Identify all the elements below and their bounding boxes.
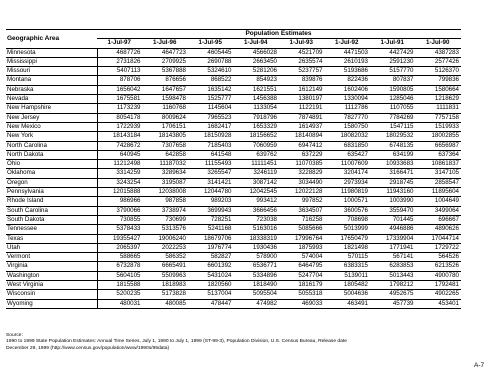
table-row [6, 299, 461, 308]
population-value-cell: 637364 [416, 150, 462, 159]
area-name-cell: Wisconsin [6, 290, 97, 299]
table-row [6, 253, 461, 262]
population-value-cell: 6748135 [370, 141, 416, 150]
population-value-cell: 5247704 [279, 271, 325, 280]
population-value-cell: 5013999 [325, 225, 371, 234]
population-value-cell: 4687726 [97, 48, 143, 57]
population-value-cell: 18143184 [97, 132, 143, 141]
table-row [6, 243, 461, 252]
population-value-cell: 1805482 [325, 281, 371, 290]
population-value-cell: 4605445 [188, 48, 234, 57]
population-value-cell: 641548 [188, 150, 234, 159]
population-value-cell: 1682417 [188, 122, 234, 131]
population-value-cell: 8009624 [143, 113, 189, 122]
population-value-cell: 2731826 [97, 57, 143, 66]
table-row [6, 67, 461, 76]
population-value-cell: 2591230 [370, 57, 416, 66]
population-value-cell: 7784269 [370, 113, 416, 122]
area-name-cell: Oklahoma [6, 169, 97, 178]
population-value-cell: 3600576 [325, 206, 371, 215]
area-name-cell: Oregon [6, 178, 97, 187]
table-body [6, 48, 461, 308]
population-value-cell: 586352 [143, 253, 189, 262]
population-value-cell: 1145604 [188, 104, 234, 113]
population-value-cell: 6601392 [188, 262, 234, 271]
population-value-cell: 1173239 [97, 104, 143, 113]
population-value-cell: 3246119 [234, 169, 280, 178]
population-value-cell: 807837 [370, 76, 416, 85]
population-value-cell: 701445 [370, 215, 416, 224]
table-row [6, 178, 461, 187]
table-row [6, 290, 461, 299]
population-value-cell: 11212498 [97, 160, 143, 169]
population-value-cell: 2065397 [97, 243, 143, 252]
population-value-cell: 1380197 [279, 95, 325, 104]
population-value-cell: 10861837 [416, 160, 462, 169]
population-value-cell: 3738974 [143, 206, 189, 215]
area-name-cell: Wyoming [6, 299, 97, 308]
population-value-cell: 5241168 [188, 225, 234, 234]
year-header: 1-Jul-96 [143, 39, 189, 48]
population-value-cell: 1976774 [188, 243, 234, 252]
population-value-cell: 730855 [97, 215, 143, 224]
area-name-cell: New York [6, 132, 97, 141]
population-value-cell: 19355427 [97, 234, 143, 243]
population-value-cell: 1160768 [143, 104, 189, 113]
population-value-cell: 730699 [143, 215, 189, 224]
population-value-cell: 19006240 [143, 234, 189, 243]
area-name-cell: Montana [6, 76, 97, 85]
population-value-cell: 6947412 [279, 141, 325, 150]
population-value-cell: 12015888 [97, 188, 143, 197]
population-value-cell: 2663450 [234, 57, 280, 66]
population-value-cell: 3699943 [188, 206, 234, 215]
population-value-cell: 3314259 [97, 169, 143, 178]
population-value-cell: 7060959 [234, 141, 280, 150]
population-value-cell: 17650479 [325, 234, 371, 243]
population-value-cell: 637229 [279, 150, 325, 159]
population-value-cell: 17044714 [416, 234, 462, 243]
table-row [6, 104, 461, 113]
population-value-cell: 5004636 [325, 290, 371, 299]
population-value-cell: 1818490 [234, 281, 280, 290]
population-value-cell: 1525777 [188, 95, 234, 104]
table-row [6, 132, 461, 141]
population-value-cell: 5407113 [97, 67, 143, 76]
population-value-cell: 2973934 [325, 178, 371, 187]
population-value-cell: 1818983 [143, 281, 189, 290]
population-value-cell: 5126370 [416, 67, 462, 76]
population-value-cell: 18156652 [234, 132, 280, 141]
population-value-cell: 469033 [279, 299, 325, 308]
area-name-cell: West Virginia [6, 281, 97, 290]
population-table [6, 29, 461, 309]
population-value-cell: 1722939 [97, 122, 143, 131]
area-name-cell: New Jersey [6, 113, 97, 122]
population-value-cell: 1598478 [143, 95, 189, 104]
table-row [6, 215, 461, 224]
population-value-cell: 6732878 [97, 262, 143, 271]
population-value-cell: 5055318 [279, 290, 325, 299]
population-value-cell: 1820560 [188, 281, 234, 290]
year-header: 1-Jul-97 [97, 39, 143, 48]
population-value-cell: 18150928 [188, 132, 234, 141]
population-value-cell: 1821498 [325, 243, 371, 252]
population-value-cell: 1456388 [234, 95, 280, 104]
population-value-cell: 3243254 [97, 178, 143, 187]
population-value-cell: 18082032 [325, 132, 371, 141]
population-value-cell: 5137004 [188, 290, 234, 299]
population-value-cell: 3499064 [416, 206, 462, 215]
area-name-cell: Virginia [6, 262, 97, 271]
population-value-cell: 4946886 [370, 225, 416, 234]
population-value-cell: 5163016 [234, 225, 280, 234]
population-value-cell: 1612149 [279, 85, 325, 94]
population-value-cell: 642858 [143, 150, 189, 159]
population-value-cell: 1621551 [234, 85, 280, 94]
population-value-cell: 5509963 [143, 271, 189, 280]
table-row [6, 85, 461, 94]
population-value-cell: 10933683 [370, 160, 416, 169]
population-value-cell: 5431024 [188, 271, 234, 280]
population-value-cell: 1122191 [279, 104, 325, 113]
area-name-cell: North Dakota [6, 150, 97, 159]
population-value-cell: 878706 [97, 76, 143, 85]
population-table-container [6, 29, 461, 309]
population-value-cell: 478447 [188, 299, 234, 308]
population-value-cell: 989203 [188, 197, 234, 206]
table-header-row [6, 30, 461, 39]
population-value-cell: 1107055 [370, 104, 416, 113]
population-value-cell: 12044780 [188, 188, 234, 197]
year-header: 1-Jul-95 [188, 39, 234, 48]
area-name-cell: Washington [6, 271, 97, 280]
population-value-cell: 453401 [416, 299, 462, 308]
population-value-cell: 6831850 [325, 141, 371, 150]
population-value-cell: 2577426 [416, 57, 462, 66]
population-value-cell: 6283853 [370, 262, 416, 271]
population-value-cell: 3289634 [143, 169, 189, 178]
population-value-cell: 11943160 [370, 188, 416, 197]
population-value-cell: 1729722 [416, 243, 462, 252]
population-value-cell: 1635142 [188, 85, 234, 94]
population-value-cell: 7185403 [188, 141, 234, 150]
population-value-cell: 2635574 [279, 57, 325, 66]
population-value-cell: 5313576 [143, 225, 189, 234]
population-value-cell: 7428672 [97, 141, 143, 150]
table-row [6, 113, 461, 122]
year-header: 1-Jul-90 [416, 39, 462, 48]
population-value-cell: 7757158 [416, 113, 462, 122]
population-value-cell: 3666456 [234, 206, 280, 215]
population-value-cell: 1590805 [370, 85, 416, 94]
population-value-cell: 3195087 [143, 178, 189, 187]
population-value-cell: 4566028 [234, 48, 280, 57]
population-value-cell: 2022253 [143, 243, 189, 252]
population-value-cell: 5334896 [234, 271, 280, 280]
population-value-cell: 480085 [143, 299, 189, 308]
table-row [6, 234, 461, 243]
population-value-cell: 1875993 [279, 243, 325, 252]
source-line-1: 1990 to 1999 State Population Estimates: Annual Time Series, July 1, 1990 to July 1, 1999 (ST-99-3), Population Division, U.S. Census Bureau, Release date [6, 339, 347, 345]
year-header: 1-Jul-91 [370, 39, 416, 48]
area-name-cell: Minnesota [6, 48, 97, 57]
population-value-cell: 3141421 [188, 178, 234, 187]
population-value-cell: 5173828 [143, 290, 189, 299]
source-label: Source: [6, 333, 23, 338]
population-value-cell: 4387283 [416, 48, 462, 57]
population-value-cell: 3634507 [279, 206, 325, 215]
population-value-cell: 7965523 [188, 113, 234, 122]
population-value-cell: 8054178 [97, 113, 143, 122]
population-value-cell: 1285046 [370, 95, 416, 104]
population-value-cell: 5324610 [188, 67, 234, 76]
population-value-cell: 2858547 [416, 178, 462, 187]
population-value-cell: 7827770 [325, 113, 371, 122]
population-value-cell: 18679706 [188, 234, 234, 243]
population-value-cell: 5378433 [97, 225, 143, 234]
population-value-cell: 4890626 [416, 225, 462, 234]
population-value-cell: 18143805 [143, 132, 189, 141]
population-value-cell: 5013443 [370, 271, 416, 280]
population-value-cell: 876656 [143, 76, 189, 85]
population-value-cell: 634199 [370, 150, 416, 159]
population-value-cell: 574004 [279, 253, 325, 262]
population-value-cell: 3166471 [370, 169, 416, 178]
population-estimates-header: Population Estimates [97, 30, 461, 39]
population-value-cell: 474982 [234, 299, 280, 308]
table-row [6, 150, 461, 159]
table-row [6, 281, 461, 290]
table-row [6, 95, 461, 104]
population-value-cell: 7918796 [234, 113, 280, 122]
population-value-cell: 4647723 [143, 48, 189, 57]
population-value-cell: 2918745 [370, 178, 416, 187]
geographic-area-header: Geographic Area [6, 30, 97, 49]
population-value-cell: 6464795 [279, 262, 325, 271]
population-value-cell: 6383315 [325, 262, 371, 271]
population-value-cell: 570115 [325, 253, 371, 262]
population-value-cell: 640945 [97, 150, 143, 159]
area-name-cell: Nebraska [6, 85, 97, 94]
table-row [6, 188, 461, 197]
population-value-cell: 1798212 [370, 281, 416, 290]
population-value-cell: 1792481 [416, 281, 462, 290]
population-value-cell: 1656042 [97, 85, 143, 94]
table-row [6, 48, 461, 57]
population-value-cell: 1133054 [234, 104, 280, 113]
population-value-cell: 578900 [234, 253, 280, 262]
population-value-cell: 868522 [188, 76, 234, 85]
population-value-cell: 716258 [279, 215, 325, 224]
table-row [6, 197, 461, 206]
population-value-cell: 2690788 [188, 57, 234, 66]
population-value-cell: 3265547 [188, 169, 234, 178]
area-name-cell: Texas [6, 234, 97, 243]
population-value-cell: 12042545 [234, 188, 280, 197]
population-value-cell: 18338319 [234, 234, 280, 243]
population-value-cell: 4900780 [416, 271, 462, 280]
population-value-cell: 993412 [234, 197, 280, 206]
population-value-cell: 986966 [97, 197, 143, 206]
population-value-cell: 639762 [234, 150, 280, 159]
population-value-cell: 799836 [416, 76, 462, 85]
area-name-cell: Tennessee [6, 225, 97, 234]
table-row [6, 141, 461, 150]
population-value-cell: 5200235 [97, 290, 143, 299]
population-value-cell: 5095504 [234, 290, 280, 299]
area-name-cell: Ohio [6, 160, 97, 169]
population-value-cell: 1653329 [234, 122, 280, 131]
population-value-cell: 17996764 [279, 234, 325, 243]
population-value-cell: 728251 [188, 215, 234, 224]
population-value-cell: 7874891 [279, 113, 325, 122]
population-value-cell: 5085666 [279, 225, 325, 234]
population-value-cell: 987858 [143, 197, 189, 206]
population-value-cell: 1602406 [325, 85, 371, 94]
population-value-cell: 2610193 [325, 57, 371, 66]
population-value-cell: 5193686 [325, 67, 371, 76]
population-value-cell: 17339904 [370, 234, 416, 243]
area-name-cell: Mississippi [6, 57, 97, 66]
population-value-cell: 11007609 [325, 160, 371, 169]
population-value-cell: 1771941 [370, 243, 416, 252]
area-name-cell: Nevada [6, 95, 97, 104]
year-header: 1-Jul-92 [325, 39, 371, 48]
population-value-cell: 5367888 [143, 67, 189, 76]
population-value-cell: 6665491 [143, 262, 189, 271]
population-value-cell: 3228829 [279, 169, 325, 178]
source-note [6, 333, 476, 352]
population-value-cell: 2709925 [143, 57, 189, 66]
population-value-cell: 1112786 [325, 104, 371, 113]
population-value-cell: 3087142 [234, 178, 280, 187]
year-header: 1-Jul-94 [234, 39, 280, 48]
population-value-cell: 1330094 [325, 95, 371, 104]
area-name-cell: New Mexico [6, 122, 97, 131]
population-value-cell: 4521709 [279, 48, 325, 57]
population-value-cell: 1706151 [143, 122, 189, 131]
population-value-cell: 4952675 [370, 290, 416, 299]
population-value-cell: 5604105 [97, 271, 143, 280]
area-name-cell: South Carolina [6, 206, 97, 215]
area-name-cell: New Hampshire [6, 104, 97, 113]
page-number: A-7 [474, 362, 485, 369]
population-value-cell: 3559470 [370, 206, 416, 215]
population-value-cell: 12022128 [279, 188, 325, 197]
table-row [6, 76, 461, 85]
population-value-cell: 564526 [416, 253, 462, 262]
population-value-cell: 1647657 [143, 85, 189, 94]
population-value-cell: 11111451 [234, 160, 280, 169]
population-value-cell: 12038008 [143, 188, 189, 197]
area-name-cell: Pennsylvania [6, 188, 97, 197]
population-value-cell: 3790066 [97, 206, 143, 215]
population-value-cell: 3034490 [279, 178, 325, 187]
population-value-cell: 588665 [97, 253, 143, 262]
population-value-cell: 997852 [279, 197, 325, 206]
population-value-cell: 1815588 [97, 281, 143, 290]
population-value-cell: 7307658 [143, 141, 189, 150]
population-value-cell: 1000571 [325, 197, 371, 206]
population-value-cell: 5139011 [325, 271, 371, 280]
population-value-cell: 11155493 [188, 160, 234, 169]
population-value-cell: 822436 [325, 76, 371, 85]
population-value-cell: 567141 [370, 253, 416, 262]
population-value-cell: 854923 [234, 76, 280, 85]
table-row [6, 262, 461, 271]
population-value-cell: 1004649 [416, 197, 462, 206]
population-value-cell: 6656987 [416, 141, 462, 150]
population-value-cell: 11070385 [279, 160, 325, 169]
population-value-cell: 18140894 [279, 132, 325, 141]
population-value-cell: 708698 [325, 215, 371, 224]
population-value-cell: 18002855 [416, 132, 462, 141]
population-value-cell: 1003990 [370, 197, 416, 206]
table-row [6, 225, 461, 234]
table-row [6, 271, 461, 280]
source-line-2: December 29, 1999 (http://www.census.gov/population/www/1990s/99data) [6, 345, 170, 351]
table-row [6, 169, 461, 178]
year-header: 1-Jul-93 [279, 39, 325, 48]
population-value-cell: 5281206 [234, 67, 280, 76]
population-value-cell: 1547115 [370, 122, 416, 131]
population-value-cell: 1930436 [234, 243, 280, 252]
population-value-cell: 1580750 [325, 122, 371, 131]
table-row [6, 57, 461, 66]
population-value-cell: 1218629 [416, 95, 462, 104]
population-value-cell: 1675581 [97, 95, 143, 104]
table-row [6, 160, 461, 169]
population-value-cell: 839876 [279, 76, 325, 85]
population-value-cell: 3147105 [416, 169, 462, 178]
population-value-cell: 11895604 [416, 188, 462, 197]
population-value-cell: 1111831 [416, 104, 462, 113]
population-value-cell: 1816179 [279, 281, 325, 290]
population-value-cell: 4902265 [416, 290, 462, 299]
population-value-cell: 582827 [188, 253, 234, 262]
population-value-cell: 1580664 [416, 85, 462, 94]
population-value-cell: 1519933 [416, 122, 462, 131]
population-value-cell: 480031 [97, 299, 143, 308]
population-value-cell: 4427429 [370, 48, 416, 57]
population-value-cell: 635427 [325, 150, 371, 159]
population-value-cell: 11980819 [325, 188, 371, 197]
area-name-cell: Missouri [6, 67, 97, 76]
population-value-cell: 3204174 [325, 169, 371, 178]
area-name-cell: North Carolina [6, 141, 97, 150]
table-row [6, 122, 461, 131]
population-value-cell: 6536771 [234, 262, 280, 271]
population-value-cell: 723038 [234, 215, 280, 224]
population-value-cell: 4471503 [325, 48, 371, 57]
population-value-cell: 696667 [416, 215, 462, 224]
population-value-cell: 5157770 [370, 67, 416, 76]
population-value-cell: 6213526 [416, 262, 462, 271]
area-name-cell: Vermont [6, 253, 97, 262]
area-name-cell: Rhode Island [6, 197, 97, 206]
population-value-cell: 5237757 [279, 67, 325, 76]
area-name-cell: South Dakota [6, 215, 97, 224]
area-name-cell: Utah [6, 243, 97, 252]
population-value-cell: 11187032 [143, 160, 189, 169]
population-value-cell: 1614937 [279, 122, 325, 131]
population-value-cell: 18029532 [370, 132, 416, 141]
table-row [6, 206, 461, 215]
population-value-cell: 457739 [370, 299, 416, 308]
population-value-cell: 463491 [325, 299, 371, 308]
